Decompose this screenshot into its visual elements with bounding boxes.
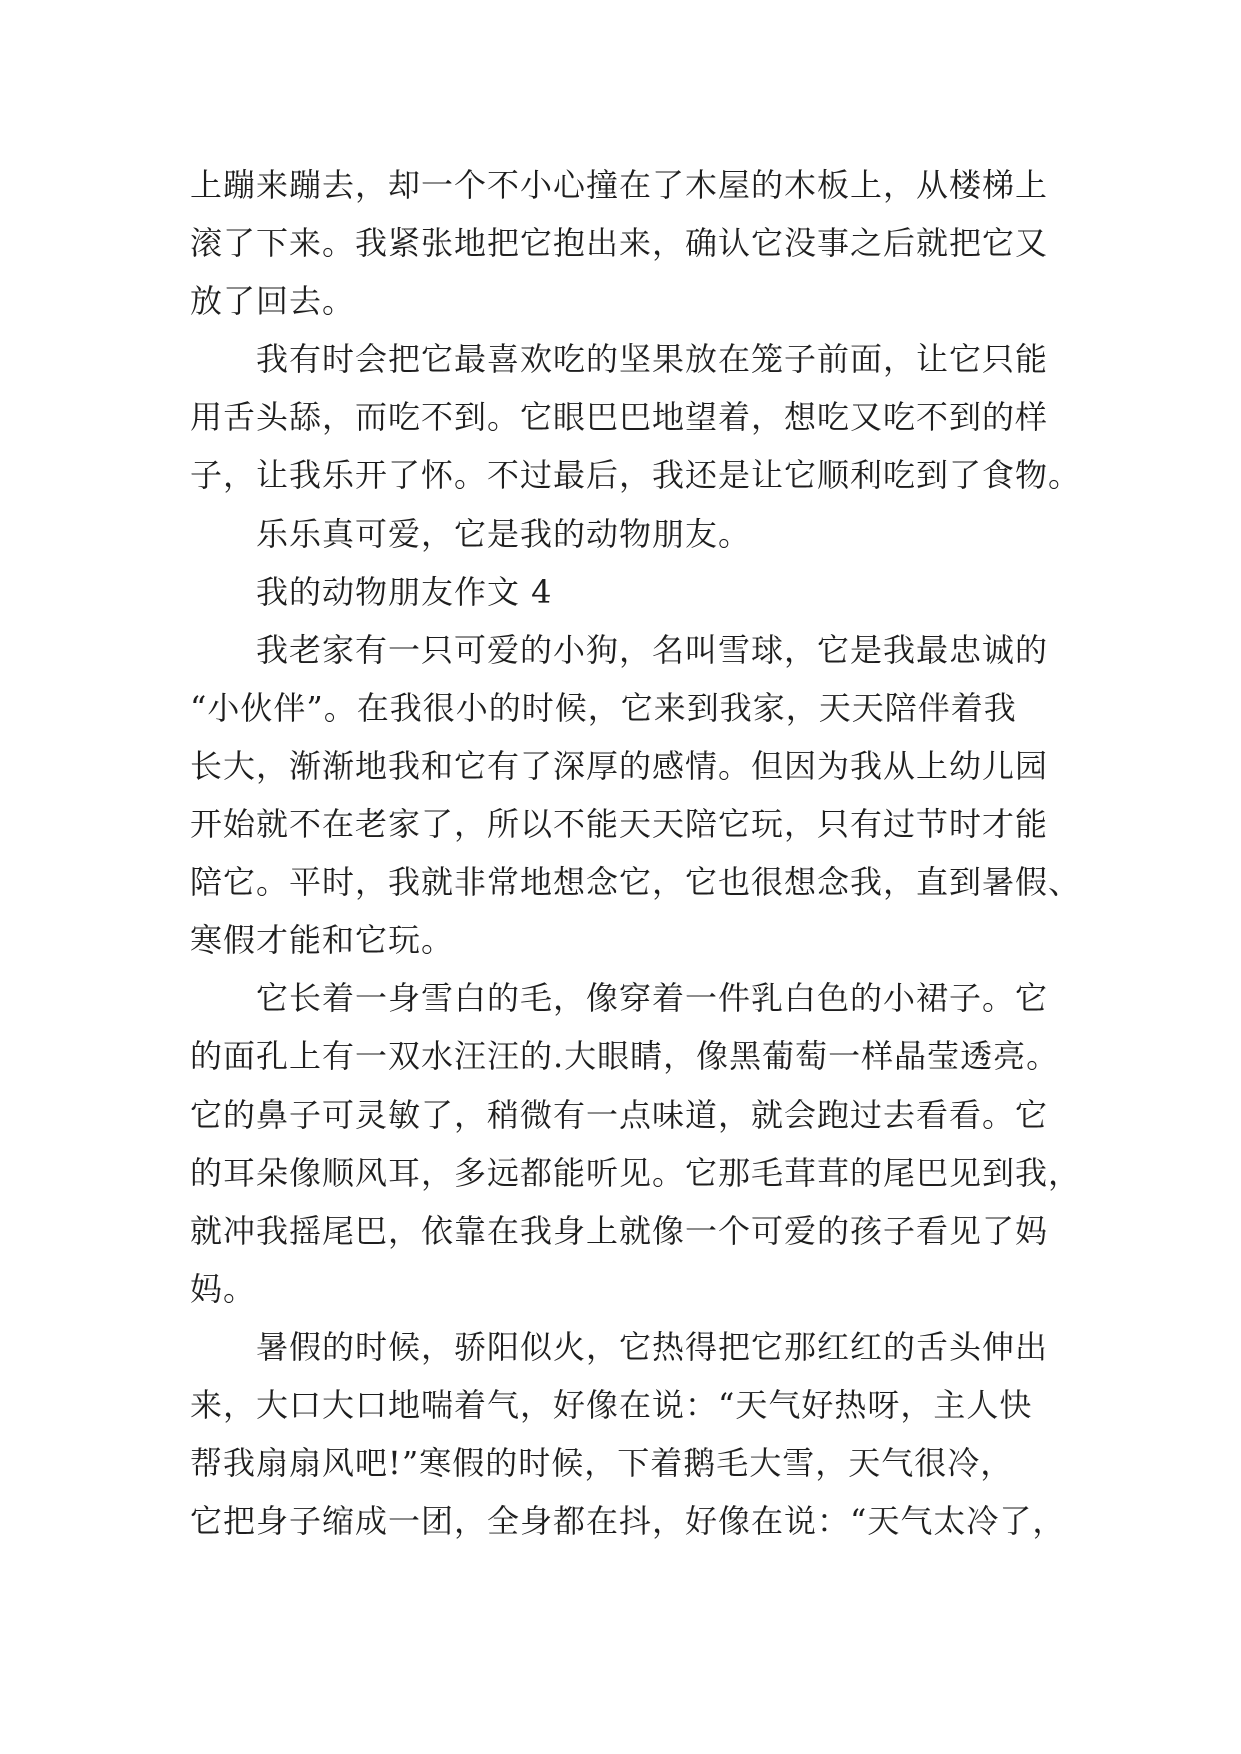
text-line: 用舌头舔，而吃不到。它眼巴巴地望着，想吃又吃不到的样: [190, 398, 1049, 437]
section-heading: [190, 563, 1090, 621]
text-line: 开始就不在老家了，所以不能天天陪它玩，只有过节时才能: [190, 805, 1049, 844]
text-line: 的面孔上有一双水汪汪的.大眼睛，像黑葡萄一样晶莹透亮。: [190, 1037, 1060, 1076]
heading-line: 我的动物朋友作文 4: [256, 572, 553, 611]
text-line: 陪它。平时，我就非常地想念它，它也很想念我，直到暑假、: [190, 863, 1082, 902]
text-line: 来，大口大口地喘着气，好像在说：“天气好热呀，主人快: [190, 1385, 1033, 1424]
text-line: 寒假才能和它玩。: [190, 921, 455, 960]
text-line: 上蹦来蹦去，却一个不小心撞在了木屋的木板上，从楼梯上: [190, 166, 1049, 204]
text-line: 它的鼻子可灵敏了，稍微有一点味道，就会跑过去看看。它: [190, 1095, 1049, 1134]
text-line: 的耳朵像顺风耳，多远都能听见。它那毛茸茸的尾巴见到我，: [190, 1153, 1082, 1192]
paragraph: [190, 969, 1090, 1318]
text-line: 它把身子缩成一团，全身都在抖，好像在说：“天气太冷了，: [190, 1502, 1066, 1541]
text-line: “小伙伴”。在我很小的时候，它来到我家，天天陪伴着我: [190, 688, 1017, 727]
text-line: 放了回去。: [190, 282, 356, 321]
paragraph: [190, 1318, 1090, 1550]
paragraph: [190, 621, 1090, 970]
text-line: 我有时会把它最喜欢吃的坚果放在笼子前面，让它只能: [256, 340, 1049, 379]
text-line: 就冲我摇尾巴，依靠在我身上就像一个可爱的孩子看见了妈: [190, 1211, 1049, 1250]
paragraph: [190, 505, 1090, 563]
paragraph: [190, 330, 1090, 504]
document-page: [190, 156, 1090, 1550]
text-line: 乐乐真可爱，它是我的动物朋友。: [256, 514, 752, 553]
text-line: 长大，渐渐地我和它有了深厚的感情。但因为我从上幼儿园: [190, 746, 1049, 785]
text-line: 它长着一身雪白的毛，像穿着一件乳白色的小裙子。它: [256, 979, 1049, 1018]
text-line: 子，让我乐开了怀。不过最后，我还是让它顺利吃到了食物。: [190, 456, 1082, 495]
text-line: 妈。: [190, 1269, 257, 1308]
text-line: 我老家有一只可爱的小狗，名叫雪球，它是我最忠诚的: [256, 630, 1049, 669]
text-line: 帮我扇扇风吧!”寒假的时候，下着鹅毛大雪，天气很冷，: [190, 1444, 1014, 1483]
paragraph: [190, 156, 1090, 330]
text-line: 暑假的时候，骄阳似火，它热得把它那红红的舌头伸出: [256, 1327, 1049, 1366]
text-line: 滚了下来。我紧张地把它抱出来，确认它没事之后就把它又: [190, 224, 1049, 263]
